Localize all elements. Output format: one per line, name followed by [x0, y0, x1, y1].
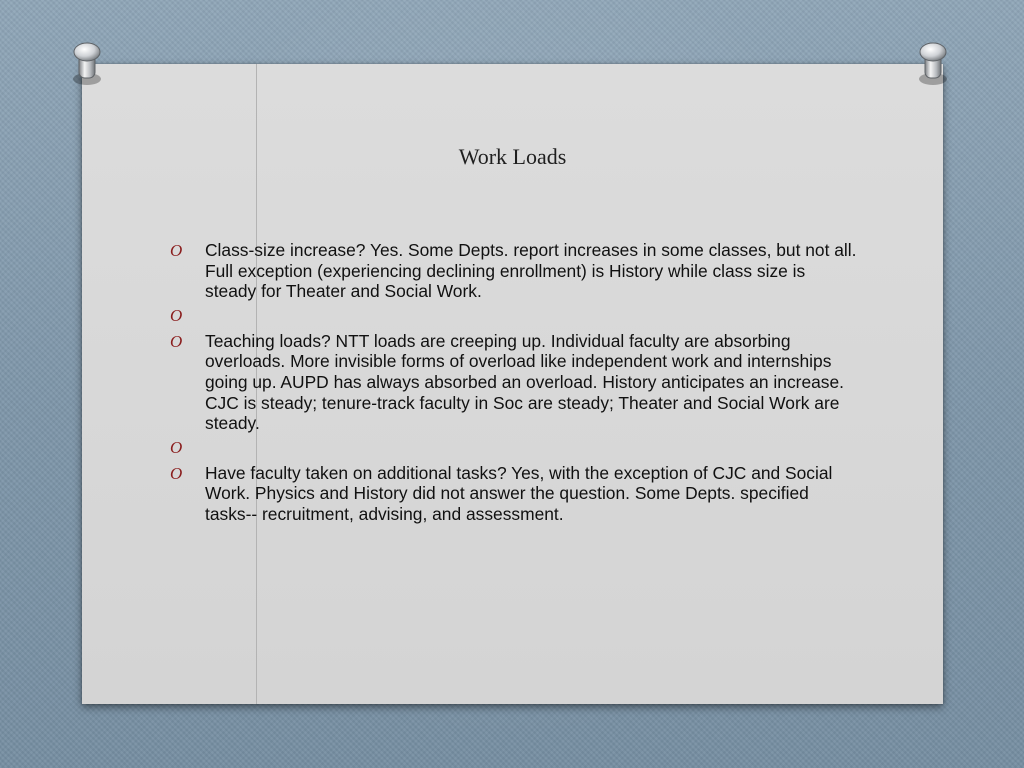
bullet-item — [170, 463, 860, 525]
bullet-list — [170, 240, 860, 528]
slide-paper — [82, 64, 943, 704]
bullet-text: Have faculty taken on additional tasks? Yes, with the exception of CJC and Social Work. Physics and History did not answer the question. Some Depts. specified tasks-- recruitment, advising, and assessment. — [205, 462, 833, 524]
bullet-item — [170, 331, 860, 434]
pushpin-icon — [68, 40, 106, 86]
bullet-item-empty — [170, 437, 860, 459]
bullet-marker: O — [170, 241, 183, 260]
bullet-marker: O — [170, 463, 183, 483]
bullet-text: Class-size increase? Yes. Some Depts. report increases in some classes, but not all. Full exception (experiencing declining enrollment) is History while class size is steady for Theater and Social Work. — [205, 240, 857, 302]
bullet-marker: O — [170, 437, 183, 457]
bullet-text: Teaching loads? NTT loads are creeping up. Individual faculty are absorbing overloads. More invisible forms of overload like independent work and internships going up. AUPD has always absorbed an overload. History anticipates an increase. CJC is steady; tenure-track faculty in Soc are steady; Theater and Social Work are steady. — [205, 330, 844, 434]
slide-title: Work Loads — [458, 144, 567, 169]
bullet-marker: O — [170, 305, 183, 325]
bullet-item — [170, 240, 860, 302]
pushpin-icon — [914, 40, 952, 86]
bullet-item-empty — [170, 305, 860, 327]
bullet-marker: O — [170, 331, 183, 351]
